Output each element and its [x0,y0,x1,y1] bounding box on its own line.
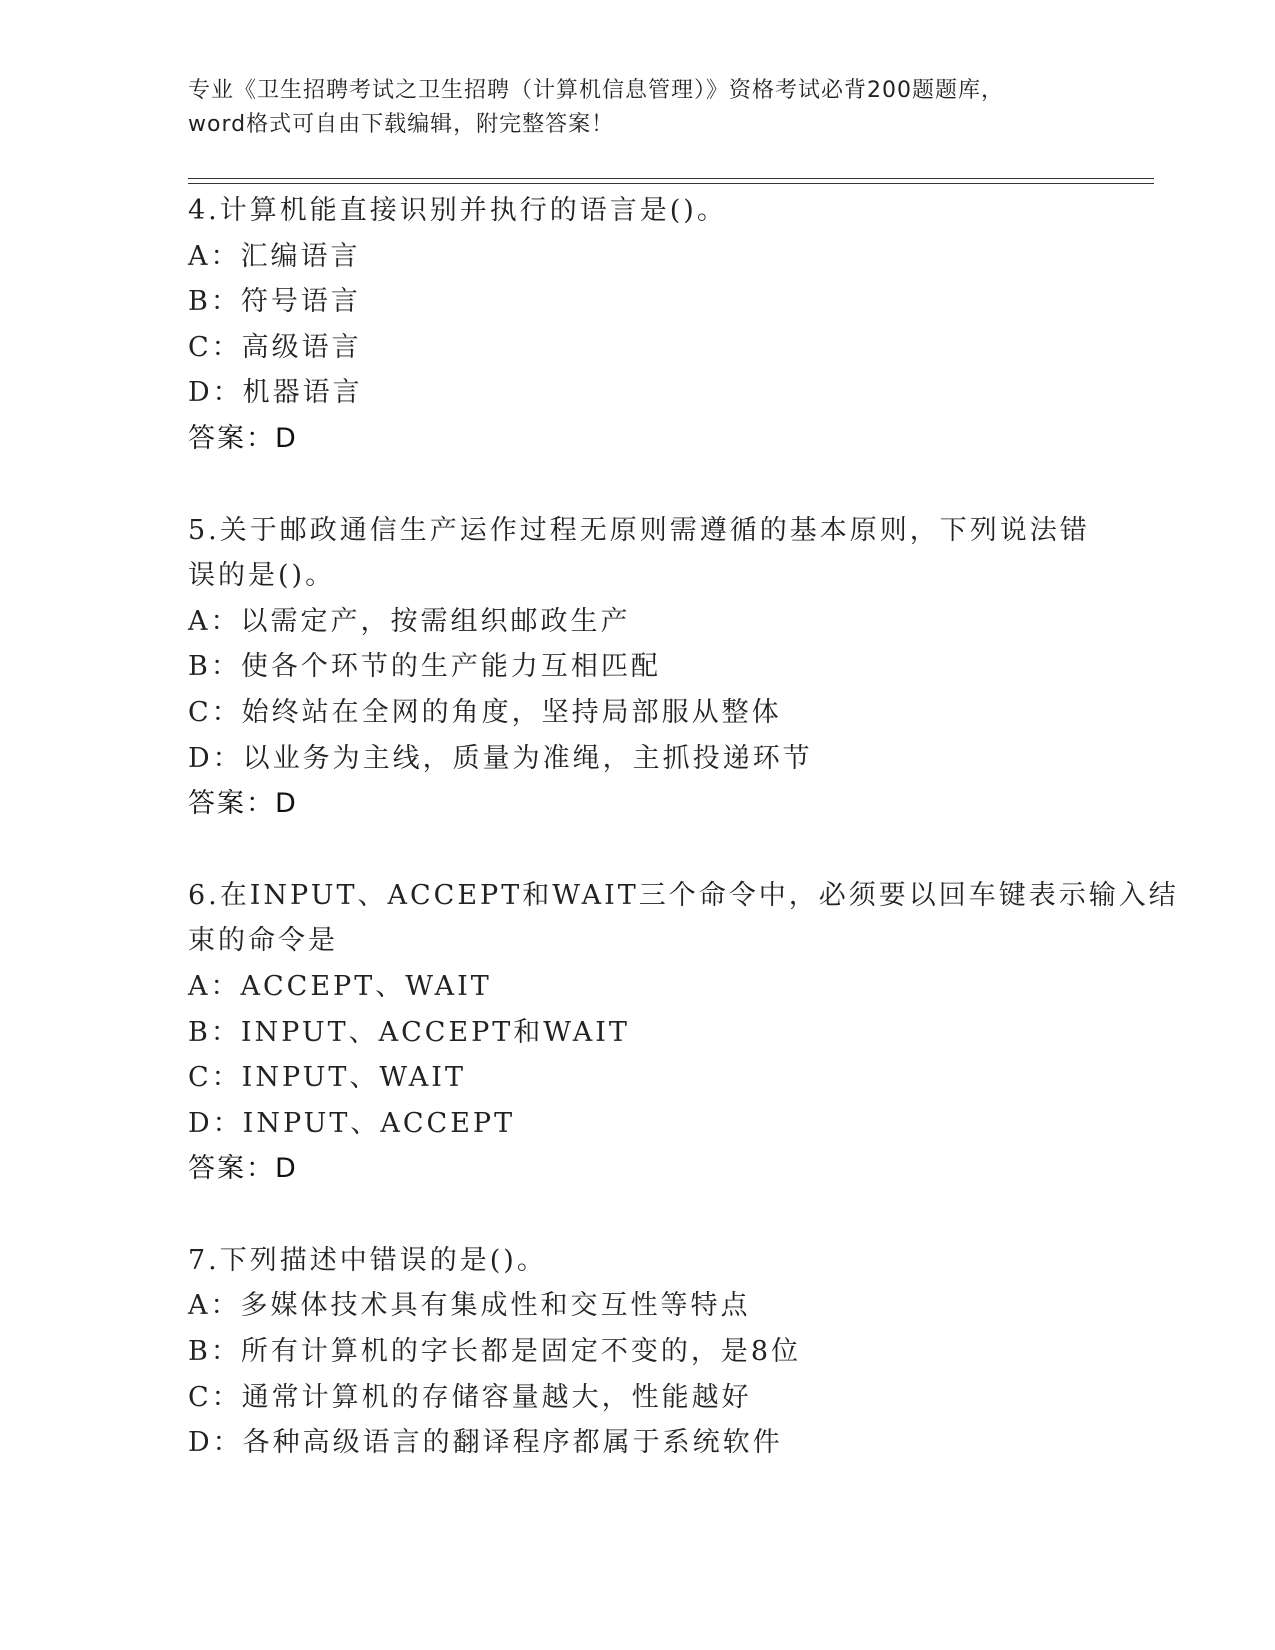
question-stem: 6.在INPUT、ACCEPT和WAIT三个命令中，必须要以回车键表示输入结 [188,879,1179,911]
option-b: B：INPUT、ACCEPT和WAIT [188,1016,630,1048]
option-b: B：符号语言 [188,286,361,318]
header-title-line-1: 专业《卫生招聘考试之卫生招聘（计算机信息管理）》资格考试必背200题题库， [188,78,1004,103]
option-c: C：始终站在全网的角度，坚持局部服从整体 [188,696,782,728]
question-list [188,188,1179,1512]
option-a: A：以需定产，按需组织邮政生产 [188,605,631,637]
option-a: A：多媒体技术具有集成性和交互性等特点 [188,1290,751,1322]
question-4 [188,188,1088,462]
option-d: D：INPUT、ACCEPT [188,1107,516,1139]
answer-label: 答案：D [188,422,298,454]
question-6 [188,873,1179,1192]
option-b: B：使各个环节的生产能力互相匹配 [188,651,661,683]
question-stem-continued: 误的是()。 [188,560,336,592]
option-c: C：INPUT、WAIT [188,1062,466,1094]
option-a: A：汇编语言 [188,240,361,272]
question-stem: 7.下列描述中错误的是()。 [188,1244,547,1276]
answer-label: 答案：D [188,1153,298,1185]
header-divider-bottom [188,183,1154,184]
option-a: A：ACCEPT、WAIT [188,970,492,1002]
answer-label: 答案：D [188,788,298,820]
option-b: B：所有计算机的字长都是固定不变的，是8位 [188,1336,802,1368]
header-divider-top [188,178,1154,179]
question-stem: 5.关于邮政通信生产运作过程无原则需遵循的基本原则，下列说法错 [188,514,1090,546]
header-title-line-2: word格式可自由下载编辑，附完整答案！ [188,112,615,137]
option-c: C：高级语言 [188,331,362,363]
option-d: D：以业务为主线，质量为准绳，主抓投递环节 [188,742,813,774]
document-header [188,74,1088,142]
question-7 [188,1238,1088,1466]
question-stem: 4.计算机能直接识别并执行的语言是()。 [188,195,727,226]
question-stem-continued: 束的命令是 [188,925,338,957]
option-d: D：各种高级语言的翻译程序都属于系统软件 [188,1427,783,1459]
option-d: D：机器语言 [188,377,363,409]
question-5 [188,508,1088,827]
option-c: C：通常计算机的存储容量越大，性能越好 [188,1381,752,1413]
